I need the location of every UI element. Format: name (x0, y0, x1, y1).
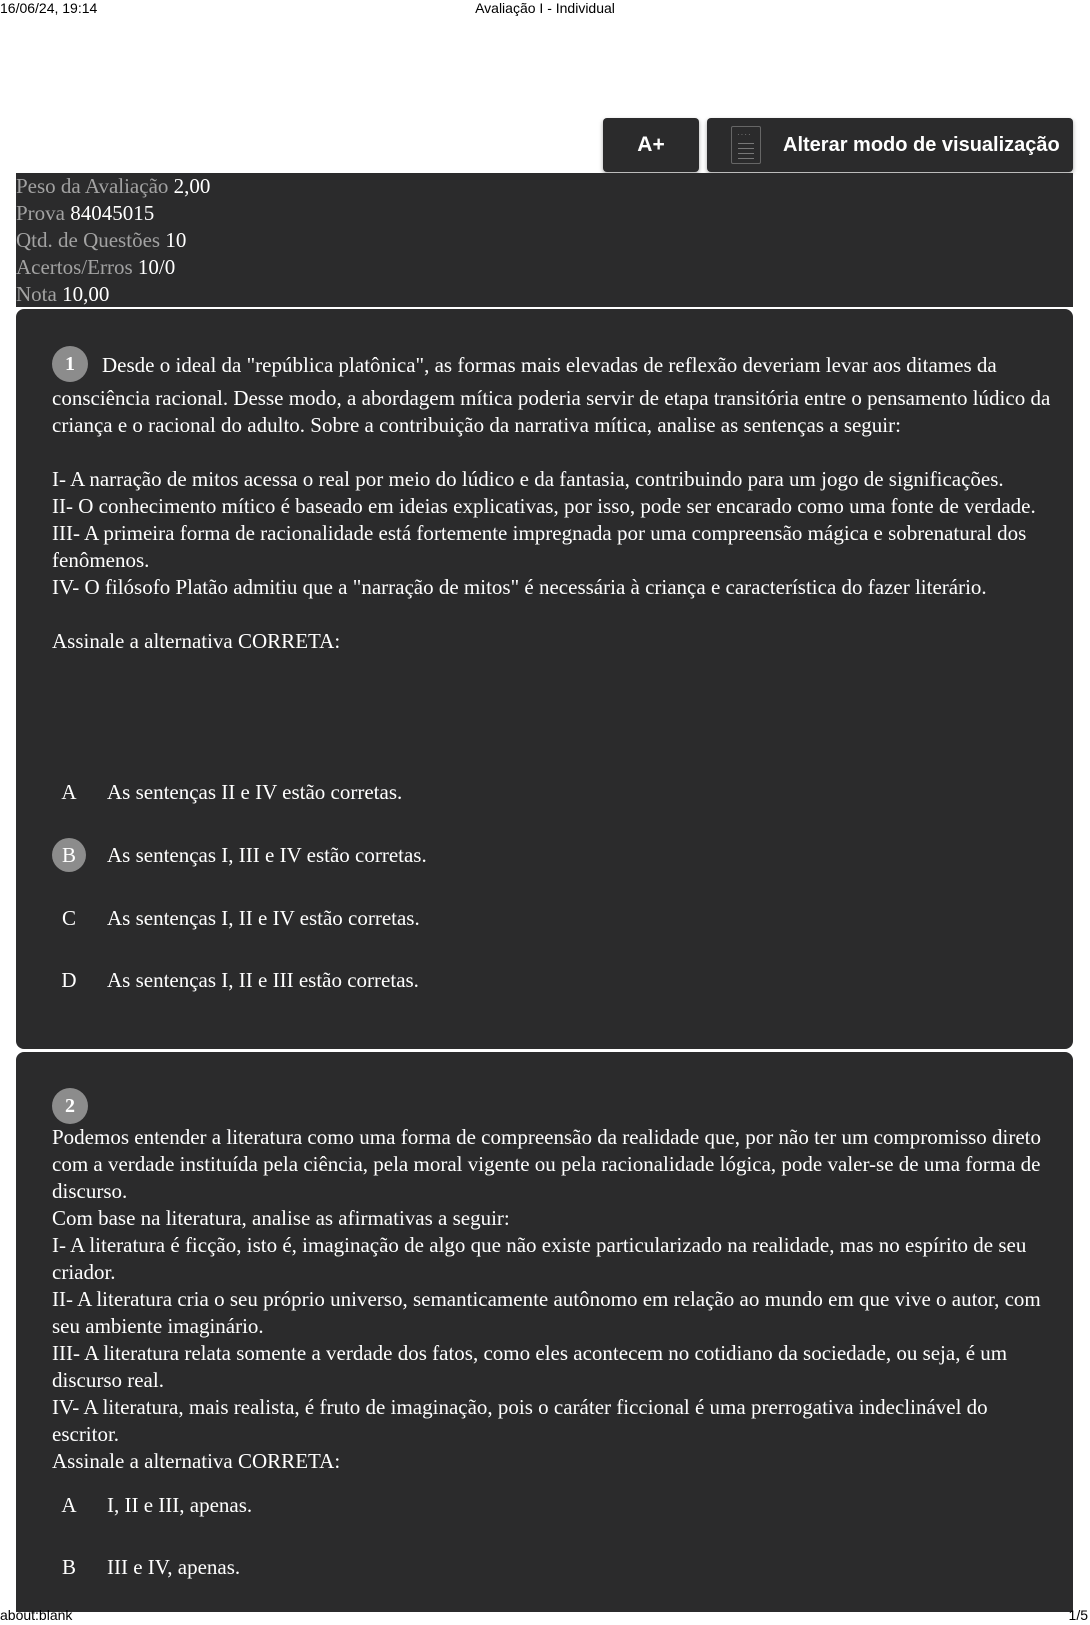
document-icon: ···· (731, 126, 761, 164)
print-footer (0, 1607, 1090, 1625)
statement: III- A primeira forma de racionalidade está fortemente impregnada por uma compreensão mágica e sobrenatural dos fenômenos. (52, 521, 1027, 572)
option-letter: C (61, 905, 76, 930)
question-text (52, 349, 1052, 655)
question-text (52, 1124, 1052, 1475)
question-intro: Desde o ideal da "república platônica", as formas mais elevadas de reflexão deveriam levar aos ditames da consciência racional. Desse modo, a abordagem mítica poderia servir de etapa transitória entre o pensamento lúdico da criança e o racional do adulto. Sobre a contribuição da narrativa mítica, analise as sentenças a seguir: (52, 352, 1051, 437)
option-letter: D (61, 967, 77, 992)
option-text: III e IV, apenas. (107, 1555, 241, 1579)
question-prompt: Assinale a alternativa CORRETA: (52, 1449, 341, 1473)
view-mode-button[interactable] (707, 118, 1073, 172)
summary-weight: Peso da Avaliação 2,00 (16, 174, 211, 198)
toolbar (603, 118, 1073, 172)
answer-option-b[interactable] (52, 1550, 952, 1584)
summary-questions: Qtd. de Questões 10 (16, 228, 187, 252)
statement: I- A narração de mitos acessa o real por meio do lúdico e da fantasia, contribuindo para um jogo de significações. (52, 467, 1004, 491)
statement: IV- O filósofo Platão admitiu que a "narração de mitos" é necessária à criança e característica do fazer literário. (52, 575, 987, 599)
summary-exam: Prova 84045015 (16, 201, 155, 225)
question-intro: Podemos entender a literatura como uma forma de compreensão da realidade que, por não ter um compromisso direto com a verdade instituída pela ciência, pela moral vigente ou pela racionalidade lógica, pode valer-se de uma forma de discurso. (52, 1125, 1041, 1203)
question-number-badge: 1 (52, 346, 88, 382)
option-letter: B (61, 1554, 76, 1579)
option-letter-selected: B (52, 838, 86, 872)
question-card-2 (16, 1052, 1073, 1612)
answer-option-a[interactable] (52, 1488, 952, 1522)
answer-option-c[interactable] (52, 901, 952, 935)
print-datetime: 16/06/24, 19:14 (0, 0, 98, 16)
statement: II- O conhecimento mítico é baseado em ideias explicativas, por isso, pode ser encarado como uma fonte de verdade. (52, 494, 1036, 518)
print-title: Avaliação I - Individual (475, 0, 615, 16)
view-mode-label: Alterar modo de visualização (783, 133, 1060, 156)
question-number-badge: 2 (52, 1088, 88, 1124)
exam-summary (16, 173, 1073, 307)
option-text: As sentenças I, III e IV estão corretas. (107, 843, 427, 867)
option-text: As sentenças I, II e IV estão corretas. (107, 906, 420, 930)
font-increase-button[interactable]: A+ (603, 118, 699, 172)
statement: I- A literatura é ficção, isto é, imaginação de algo que não existe particularizado na realidade, mas no espírito de seu criador. (52, 1233, 1027, 1284)
answer-option-a[interactable] (52, 775, 952, 809)
answer-option-d[interactable] (52, 963, 952, 997)
option-letter: A (61, 779, 77, 804)
statement: II- A literatura cria o seu próprio universo, semanticamente autônomo em relação ao mundo em que vive o autor, com seu ambiente imaginário. (52, 1287, 1041, 1338)
print-url: about:blank (0, 1607, 73, 1623)
question-lead: Com base na literatura, analise as afirmativas a seguir: (52, 1206, 510, 1230)
option-text: As sentenças II e IV estão corretas. (107, 780, 403, 804)
statement: IV- A literatura, mais realista, é fruto de imaginação, pois o caráter ficcional é uma prerrogativa indeclinável do escritor. (52, 1395, 988, 1446)
answer-option-b[interactable] (52, 838, 952, 872)
statement: III- A literatura relata somente a verdade dos fatos, como eles acontecem no cotidiano da sociedade, ou seja, é um discurso real. (52, 1341, 1008, 1392)
option-text: As sentenças I, II e III estão corretas. (107, 968, 419, 992)
summary-grade: Nota 10,00 (16, 282, 110, 306)
option-text: I, II e III, apenas. (107, 1493, 253, 1517)
print-page-number: 1/5 (1068, 1607, 1088, 1623)
question-prompt: Assinale a alternativa CORRETA: (52, 629, 341, 653)
print-header (0, 0, 1090, 18)
question-card-1 (16, 309, 1073, 1049)
summary-hits: Acertos/Erros 10/0 (16, 255, 176, 279)
option-letter: A (61, 1492, 77, 1517)
